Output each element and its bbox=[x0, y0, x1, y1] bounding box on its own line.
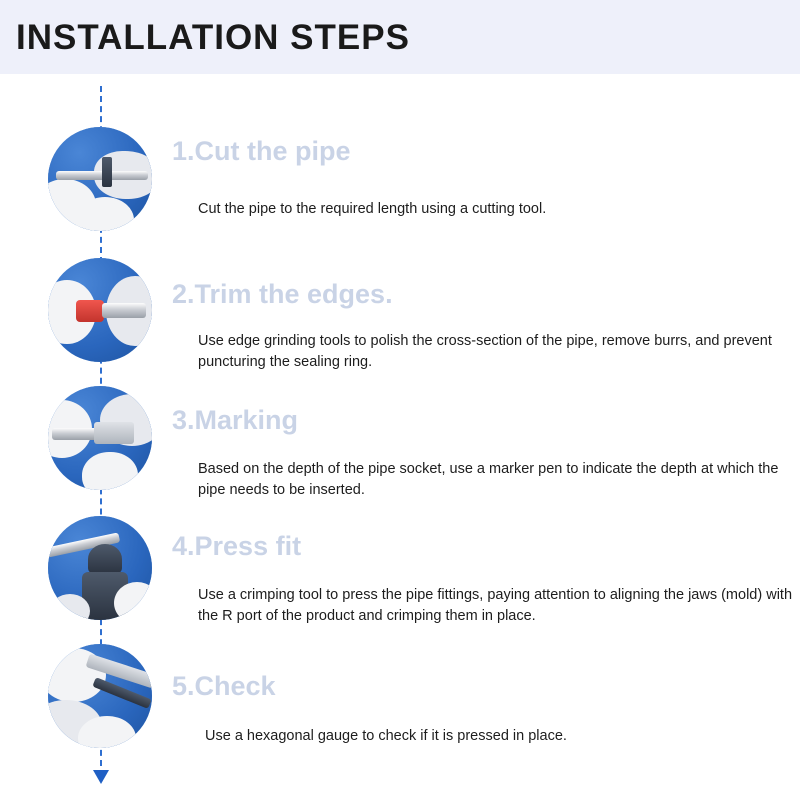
step-4-thumbnail bbox=[48, 516, 152, 620]
step-2-title: 2.Trim the edges. bbox=[172, 279, 393, 309]
step-3-body: Based on the depth of the pipe socket, use a marker pen to indicate the depth at which the pipe needs to be inserted. bbox=[198, 461, 779, 499]
step-1-thumbnail bbox=[48, 127, 152, 231]
page-header bbox=[0, 0, 800, 74]
step-4-title: 4.Press fit bbox=[172, 531, 302, 561]
step-3-title: 3.Marking bbox=[172, 405, 299, 435]
page-title: INSTALLATION STEPS bbox=[16, 18, 410, 57]
step-5-body: Use a hexagonal gauge to check if it is pressed in place. bbox=[205, 728, 567, 744]
step-1-body: Cut the pipe to the required length using a cutting tool. bbox=[198, 201, 547, 217]
step-3-thumbnail bbox=[48, 386, 152, 490]
step-2-thumbnail bbox=[48, 258, 152, 362]
step-5-title: 5.Check bbox=[172, 671, 276, 701]
step-4-body: Use a crimping tool to press the pipe fittings, paying attention to aligning the jaws (mold) with the R port of the product and crimping them in place. bbox=[198, 587, 793, 625]
step-5-thumbnail bbox=[48, 644, 152, 748]
step-2-body: Use edge grinding tools to polish the cross-section of the pipe, remove burrs, and prevent puncturing the sealing ring. bbox=[198, 333, 772, 371]
flow-arrow-icon bbox=[93, 770, 109, 784]
step-1-title: 1.Cut the pipe bbox=[172, 136, 351, 166]
